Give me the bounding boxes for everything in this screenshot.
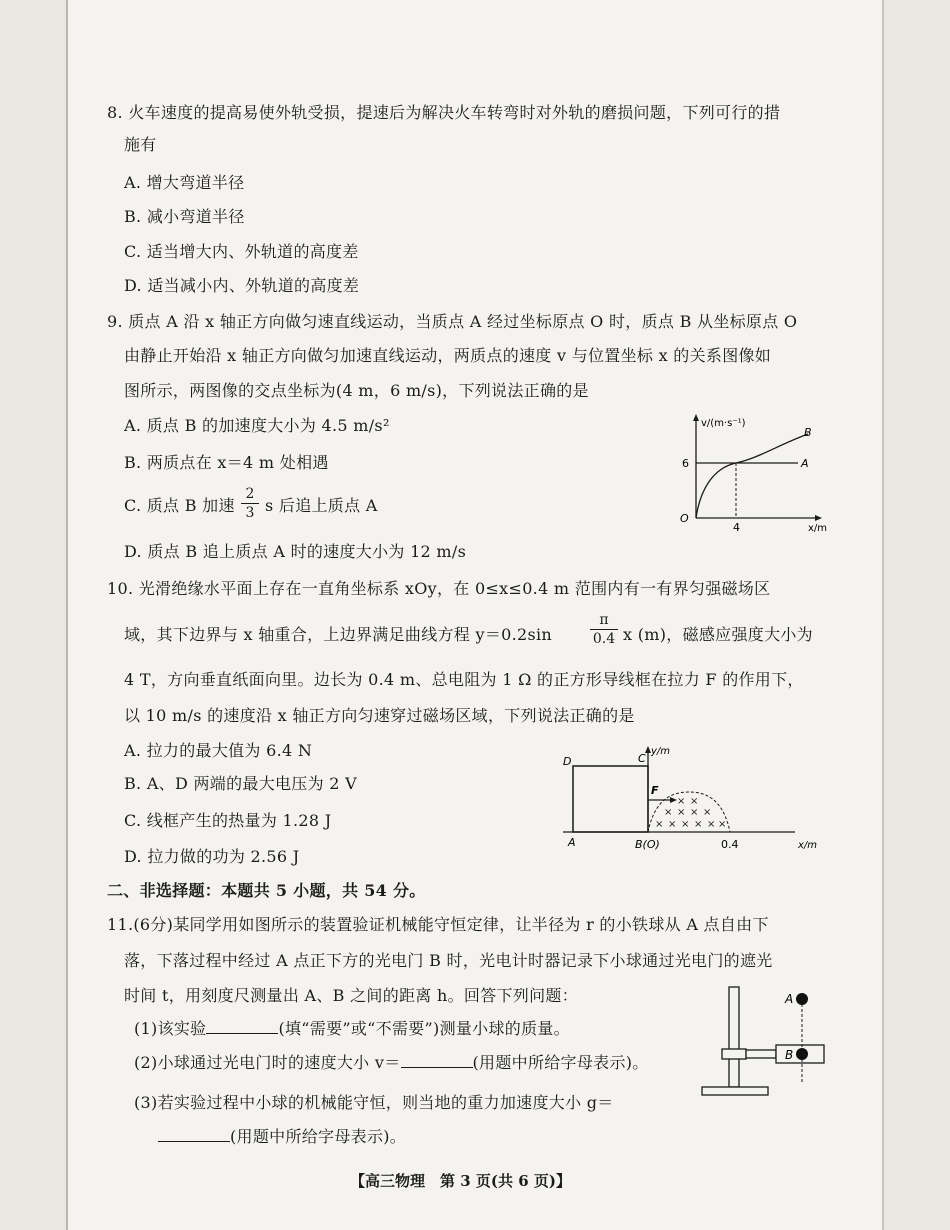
q9-option-c-suffix: s 后追上质点 A — [265, 496, 378, 515]
q8-option-c: C. 适当增大内、外轨道的高度差 — [124, 242, 359, 261]
field-cross: × — [718, 819, 727, 830]
q11-sub1 — [134, 1018, 570, 1040]
curve-b — [696, 434, 808, 518]
label-a: A — [785, 992, 794, 1006]
field-cross: × — [690, 807, 699, 818]
page-footer: 【高三物理 第 3 页(共 6 页)】 — [350, 1172, 571, 1190]
q11-sub1-suffix: (填“需要”或“不需要”)测量小球的质量。 — [278, 1019, 570, 1038]
fraction-numerator: 2 — [245, 486, 255, 502]
field-cross: × — [707, 819, 716, 830]
x-tick-4: 4 — [733, 521, 740, 534]
y-tick-6: 6 — [682, 457, 689, 470]
q11-photogate-apparatus — [700, 982, 830, 1112]
fraction-numerator: π — [599, 612, 609, 628]
field-cross: × — [664, 807, 673, 818]
y-axis-label: y/m — [651, 746, 671, 757]
fraction-bar — [241, 503, 259, 504]
label-a: A — [801, 457, 809, 470]
label-f: F — [651, 784, 659, 797]
field-cross: × — [690, 796, 699, 807]
section-2-heading: 二、非选择题：本题共 5 小题，共 54 分。 — [107, 881, 426, 900]
field-cross: × — [703, 807, 712, 818]
q11-stem-line1: 11.(6分)某同学用如图所示的装置验证机械能守恒定律，让半径为 r 的小铁球从 A 点自由下 — [107, 915, 769, 934]
field-cross: × — [681, 819, 690, 830]
stand-pole — [729, 987, 739, 1087]
q9-option-c-fraction — [239, 486, 261, 521]
ball-a — [796, 993, 808, 1005]
fraction-bar — [590, 629, 618, 630]
q10-stem-line1: 10. 光滑绝缘水平面上存在一直角坐标系 xOy，在 0≤x≤0.4 m 范围内有一有界匀强磁场区 — [107, 579, 771, 598]
label-d: D — [563, 755, 572, 768]
q9-option-b: B. 两质点在 x＝4 m 处相遇 — [124, 453, 329, 472]
q11-sub2-suffix: (用题中所给字母表示)。 — [472, 1053, 649, 1072]
label-b-origin: B(O) — [635, 838, 660, 851]
tick-0-4: 0.4 — [721, 838, 739, 851]
q9-stem-line3: 图所示，两图像的交点坐标为(4 m，6 m/s)，下列说法正确的是 — [124, 381, 589, 400]
q9-velocity-position-graph — [668, 410, 838, 535]
force-arrow-head — [670, 797, 677, 803]
field-cross: × — [677, 807, 686, 818]
y-axis-arrow — [693, 414, 699, 421]
q8-stem-line2: 施有 — [124, 135, 157, 154]
photogate-arm — [746, 1050, 776, 1058]
origin-label: O — [680, 512, 689, 525]
q10-option-b: B. A、D 两端的最大电压为 2 V — [124, 774, 358, 793]
q9-option-c-prefix: C. 质点 B 加速 — [124, 496, 235, 515]
field-cross: × — [668, 819, 677, 830]
q10-option-c: C. 线框产生的热量为 1.28 J — [124, 811, 332, 830]
q10-option-a: A. 拉力的最大值为 6.4 N — [124, 741, 313, 760]
x-axis-label: x/m — [808, 523, 828, 534]
q10-stem-line2-prefix: 域，其下边界与 x 轴重合，上边界满足曲线方程 y＝0.2sin — [124, 625, 552, 644]
ball-at-gate — [796, 1048, 808, 1060]
q11-sub2-prefix: (2)小球通过光电门时的速度大小 v＝ — [134, 1053, 401, 1072]
q9-stem-line2: 由静止开始沿 x 轴正方向做匀加速直线运动，两质点的速度 v 与位置坐标 x 的关系图像如 — [124, 346, 772, 365]
clamp — [722, 1049, 746, 1059]
q11-stem-line2: 落，下落过程中经过 A 点正下方的光电门 B 时，光电计时器记录下小球通过光电门的遮光 — [124, 951, 773, 970]
page-edge-right — [882, 0, 884, 1230]
q10-stem-line4: 以 10 m/s 的速度沿 x 轴正方向匀速穿过磁场区域，下列说法正确的是 — [124, 706, 635, 725]
q10-stem-line2-suffix: x (m)，磁感应强度大小为 — [623, 625, 813, 644]
q9-stem-line1: 9. 质点 A 沿 x 轴正方向做匀速直线运动，当质点 A 经过坐标原点 O 时，质点 B 从坐标原点 O — [107, 312, 798, 331]
fraction-denominator: 3 — [245, 505, 255, 521]
field-cross: × — [677, 796, 686, 807]
q11-sub2-blank[interactable] — [401, 1067, 473, 1068]
q9-option-a: A. 质点 B 的加速度大小为 4.5 m/s² — [124, 416, 390, 435]
q8-option-a: A. 增大弯道半径 — [124, 173, 245, 192]
x-axis-arrow — [815, 515, 822, 521]
label-c: C — [638, 752, 646, 765]
q9-option-d: D. 质点 B 追上质点 A 时的速度大小为 12 m/s — [124, 542, 467, 561]
label-b: B — [785, 1048, 794, 1062]
y-axis-label: v/(m·s⁻¹) — [701, 418, 746, 429]
q10-magnetic-field-figure — [555, 738, 835, 856]
q8-option-d: D. 适当减小内、外轨道的高度差 — [124, 276, 360, 295]
square-wire-frame — [573, 766, 648, 832]
q11-sub1-blank[interactable] — [206, 1033, 278, 1034]
q11-sub1-prefix: (1)该实验 — [134, 1019, 207, 1038]
q10-pi-fraction — [589, 612, 619, 647]
q11-sub3-blank[interactable] — [158, 1141, 230, 1142]
label-a: A — [568, 836, 576, 849]
q11-sub3-suffix: (用题中所给字母表示)。 — [230, 1127, 407, 1146]
q8-option-b: B. 减小弯道半径 — [124, 207, 245, 226]
field-cross: × — [655, 819, 664, 830]
stand-base — [702, 1087, 768, 1095]
q10-stem-line3: 4 T，方向垂直纸面向里。边长为 0.4 m、总电阻为 1 Ω 的正方形导线框在拉力 F 的作用下， — [124, 670, 804, 689]
fraction-denominator: 0.4 — [592, 631, 616, 647]
q11-sub3-line2 — [158, 1126, 406, 1148]
q11-stem-line3: 时间 t，用刻度尺测量出 A、B 之间的距离 h。回答下列问题： — [124, 986, 578, 1005]
q11-sub3: (3)若实验过程中小球的机械能守恒，则当地的重力加速度大小 g＝ — [134, 1093, 614, 1112]
q8-stem-line1: 8. 火车速度的提高易使外轨受损，提速后为解决火车转弯时对外轨的磨损问题，下列可行的措 — [107, 103, 781, 122]
label-b: B — [804, 426, 812, 439]
x-axis-label: x/m — [798, 840, 818, 851]
field-cross: × — [694, 819, 703, 830]
q10-option-d: D. 拉力做的功为 2.56 J — [124, 847, 300, 866]
q11-sub2 — [134, 1052, 649, 1074]
